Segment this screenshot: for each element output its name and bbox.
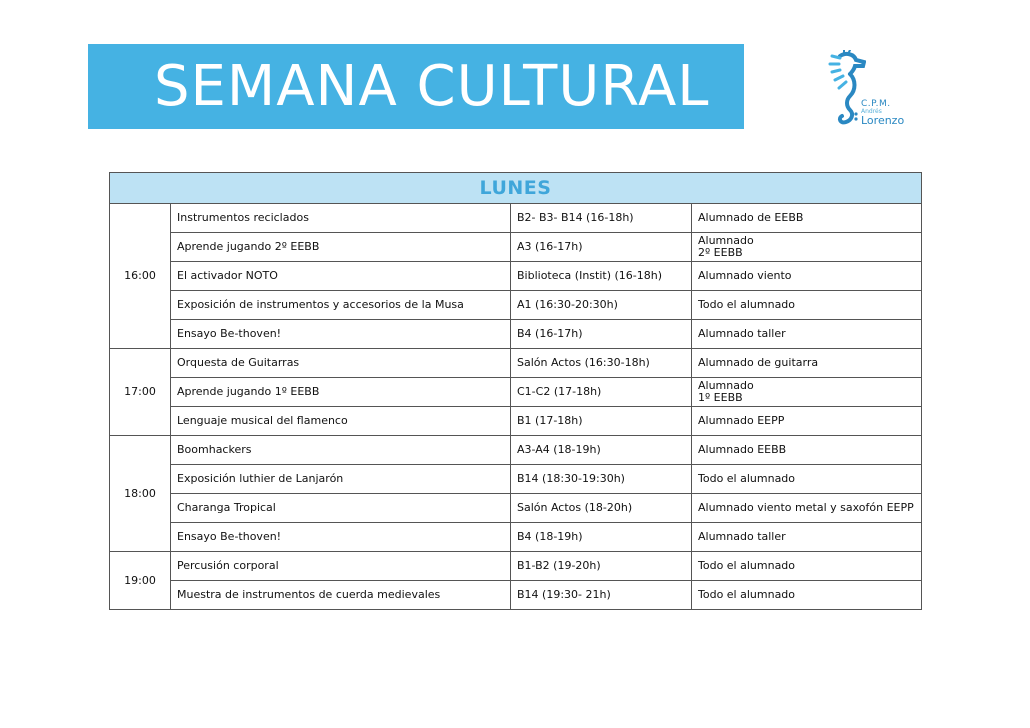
activity-cell: El activador NOTO xyxy=(171,262,511,291)
title-banner xyxy=(88,44,744,129)
schedule-body xyxy=(110,204,922,610)
table-row xyxy=(110,204,922,233)
location-cell: B4 (18-19h) xyxy=(511,523,692,552)
table-row xyxy=(110,465,922,494)
activity-cell: Lenguaje musical del flamenco xyxy=(171,407,511,436)
audience-cell: Todo el alumnado xyxy=(692,291,922,320)
location-cell: Salón Actos (16:30-18h) xyxy=(511,349,692,378)
activity-cell: Charanga Tropical xyxy=(171,494,511,523)
page-title: SEMANA CULTURAL xyxy=(154,54,710,119)
activity-cell: Exposición luthier de Lanjarón xyxy=(171,465,511,494)
location-cell: Salón Actos (18-20h) xyxy=(511,494,692,523)
audience-cell: Alumnado 1º EEBB xyxy=(692,378,922,407)
activity-cell: Orquesta de Guitarras xyxy=(171,349,511,378)
audience-cell: Alumnado viento metal y saxofón EEPP xyxy=(692,494,922,523)
activity-cell: Percusión corporal xyxy=(171,552,511,581)
location-cell: B4 (16-17h) xyxy=(511,320,692,349)
logo-cpm-text: C.P.M. xyxy=(861,99,891,109)
table-row xyxy=(110,233,922,262)
activity-cell: Exposición de instrumentos y accesorios de la Musa xyxy=(171,291,511,320)
location-cell: C1-C2 (17-18h) xyxy=(511,378,692,407)
audience-cell: Todo el alumnado xyxy=(692,581,922,610)
time-slot: 17:00 xyxy=(110,349,171,436)
location-cell: B14 (18:30-19:30h) xyxy=(511,465,692,494)
activity-cell: Ensayo Be-thoven! xyxy=(171,523,511,552)
audience-cell: Todo el alumnado xyxy=(692,552,922,581)
table-row xyxy=(110,494,922,523)
time-slot: 18:00 xyxy=(110,436,171,552)
audience-cell: Alumnado EEBB xyxy=(692,436,922,465)
table-row xyxy=(110,349,922,378)
schedule-table xyxy=(109,172,922,610)
table-row xyxy=(110,262,922,291)
location-cell: B1-B2 (19-20h) xyxy=(511,552,692,581)
time-slot: 19:00 xyxy=(110,552,171,610)
audience-cell: Alumnado de guitarra xyxy=(692,349,922,378)
audience-cell: Alumnado taller xyxy=(692,320,922,349)
audience-cell: Todo el alumnado xyxy=(692,465,922,494)
location-cell: B1 (17-18h) xyxy=(511,407,692,436)
table-row xyxy=(110,291,922,320)
seahorse-icon xyxy=(826,50,866,128)
table-row xyxy=(110,552,922,581)
location-cell: A1 (16:30-20:30h) xyxy=(511,291,692,320)
activity-cell: Boomhackers xyxy=(171,436,511,465)
table-row xyxy=(110,436,922,465)
activity-cell: Aprende jugando 2º EEBB xyxy=(171,233,511,262)
school-logo xyxy=(826,50,906,130)
location-cell: B2- B3- B14 (16-18h) xyxy=(511,204,692,233)
table-row xyxy=(110,407,922,436)
day-header-row xyxy=(110,173,922,204)
table-row xyxy=(110,378,922,407)
location-cell: B14 (19:30- 21h) xyxy=(511,581,692,610)
table-row xyxy=(110,581,922,610)
audience-cell: Alumnado 2º EEBB xyxy=(692,233,922,262)
audience-cell: Alumnado EEPP xyxy=(692,407,922,436)
activity-cell: Instrumentos reciclados xyxy=(171,204,511,233)
location-cell: A3-A4 (18-19h) xyxy=(511,436,692,465)
logo-lorenzo-text: Lorenzo xyxy=(861,114,905,127)
activity-cell: Muestra de instrumentos de cuerda medievales xyxy=(171,581,511,610)
audience-cell: Alumnado taller xyxy=(692,523,922,552)
table-row xyxy=(110,523,922,552)
location-cell: A3 (16-17h) xyxy=(511,233,692,262)
audience-cell: Alumnado de EEBB xyxy=(692,204,922,233)
activity-cell: Ensayo Be-thoven! xyxy=(171,320,511,349)
audience-cell: Alumnado viento xyxy=(692,262,922,291)
logo-andres-text: Andrés xyxy=(861,108,882,115)
location-cell: Biblioteca (Instit) (16-18h) xyxy=(511,262,692,291)
table-row xyxy=(110,320,922,349)
activity-cell: Aprende jugando 1º EEBB xyxy=(171,378,511,407)
time-slot: 16:00 xyxy=(110,204,171,349)
day-header: LUNES xyxy=(110,173,922,204)
